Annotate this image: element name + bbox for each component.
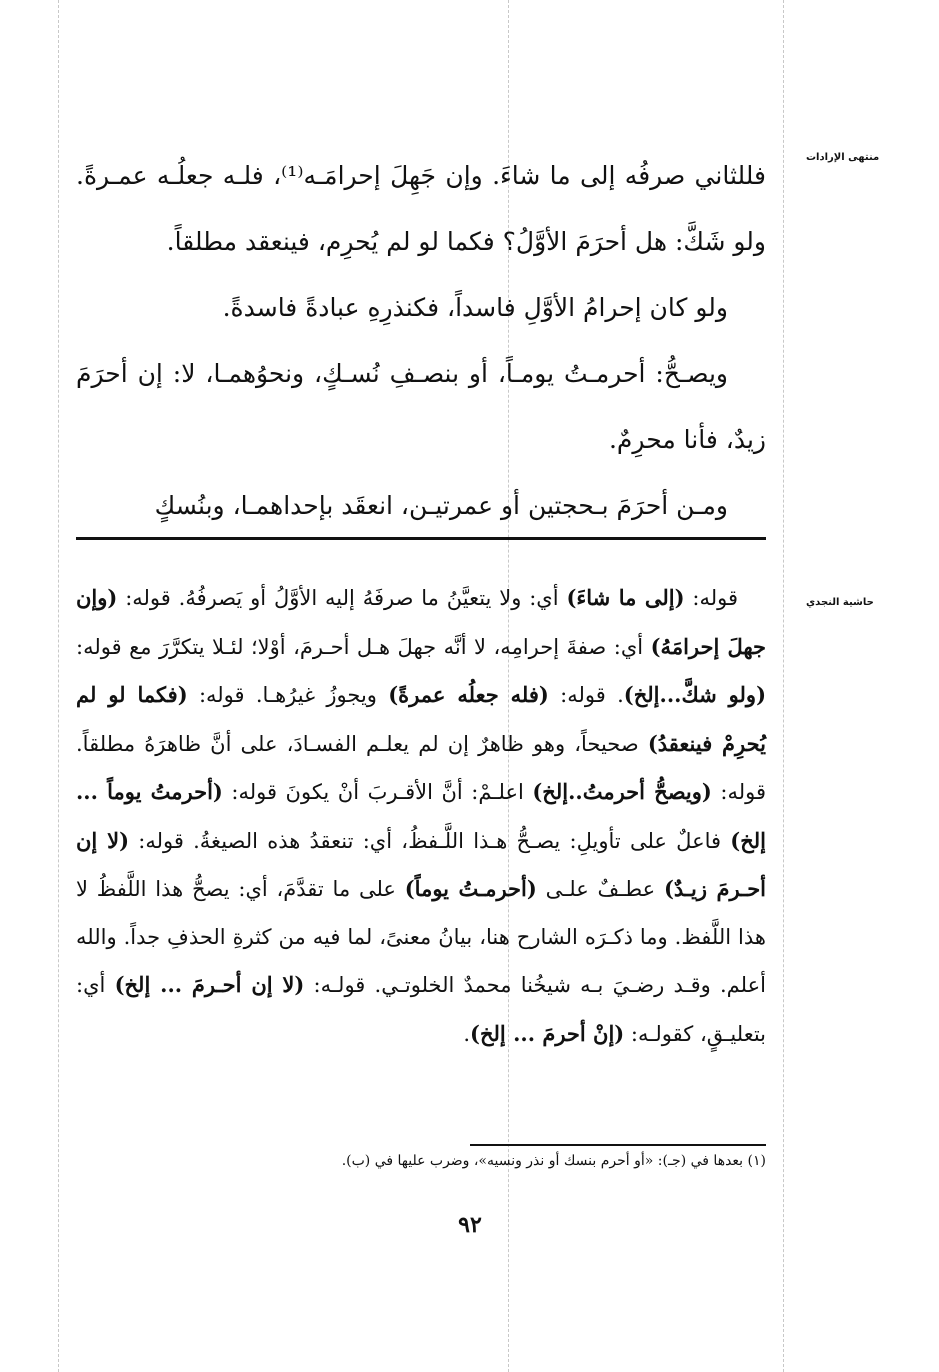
commentary-text: اعلـمْ: أنَّ الأقـربَ أنْ يكونَ قوله:: [222, 780, 533, 804]
commentary-text: على ما تقدَّمَ، أي: يصحُّ هذا اللَّفظُ لا هذا اللَّفظ. وما ذكـرَه الشارح هنا، بيانُ معنىً، لما فيه من كثرةِ الحذفِ جداً. والله أعلم. وقـد رضـيَ بـه شيخُنا محمدٌ الخلوتـي. قولـه:: [76, 877, 766, 997]
footnote-separator-rule: [470, 1144, 766, 1146]
scan-guide-line: [783, 0, 784, 1372]
hashiya-commentary: [76, 574, 766, 1058]
main-paragraph: ومـن أحرَمَ بـحجتين أو عمرتيـن، انعقَد بإحداهمـا، وبنُسكٍ: [154, 491, 728, 520]
quoted-phrase: (فكما لو لم يُحرِمْ فينعقدُ): [76, 682, 766, 756]
main-text: [76, 143, 766, 539]
quoted-phrase: (ولو شكَّ...إلخ): [623, 682, 767, 707]
page-number: ٩٢: [458, 1212, 482, 1238]
commentary-text: عطـفٌ علـى: [536, 877, 664, 901]
quoted-phrase: (أحرمتُ يوماً ... إلخ): [76, 779, 767, 853]
commentary-text: فاعلٌ على تأويلِ: يصـحُّ هـذا اللَّـفظُ، أي: تنعقدُ هذه الصيغةُ. قوله:: [129, 828, 731, 853]
side-label-main-title: منتهى الإرادات: [806, 152, 880, 163]
main-paragraph: ويصـحُّ: أحرمـتُ يومـاً، أو بنصـفِ نُسـكٍ، ونحوُهمـا، لا: إن أحرَمَ زيدٌ، فأنا محرِمٌ.: [76, 359, 766, 454]
footnote: (١) بعدها في (جـ): «أو أحرم بنسك أو نذر ونسيه»، وضرب عليها في (ب).: [341, 1153, 766, 1169]
main-paragraph: فللثاني صرفُه إلى ما شاءَ. وإن جَهِلَ إحرامَـه⁽¹⁾، فلـه جعلُـه عمـرةً. ولو شَكَّ: هل أحرَمَ الأوَّلُ؟ فكما لو لم يُحرِم، فينعقد مطلقاً.: [76, 161, 766, 256]
quoted-phrase: (لا إن أحـرمَ زيـدٌ): [76, 827, 767, 901]
main-paragraph: ولو كان إحرامُ الأوَّلِ فاسداً، فكنذرِهِ عبادةً فاسدةً.: [222, 293, 728, 322]
main-separator-rule: [76, 537, 766, 540]
commentary-text: . قوله:: [548, 683, 624, 707]
scan-guide-line: [58, 0, 59, 1372]
commentary-text: .: [463, 1021, 471, 1046]
commentary-text: قوله:: [684, 586, 739, 610]
commentary-text: أي: صفةَ إحرامِه، لا أنَّه جهلَ هـل أحـرمَ، أوْلا؛ لئـلا يتكرَّرَ مع قوله:: [76, 634, 651, 659]
quoted-phrase: (إنْ أحرمَ ... إلخ): [470, 1020, 625, 1046]
quoted-phrase: (لا إن أحـرمَ ... إلخ): [114, 972, 305, 997]
side-label-hashiya-title: حاشية النجدي: [806, 597, 874, 608]
quoted-phrase: (ويصحُّ أحرمتُ..إلخ): [532, 779, 712, 804]
commentary-text: ويجوزُ غيرُهـا. قوله:: [187, 683, 389, 707]
quoted-phrase: (وإن جهلَ إحرامَهُ): [76, 585, 767, 659]
commentary-text: صحيحاً، وهو ظاهرٌ إن لم يعلـم الفسـادَ، على أنَّ ظاهرَهُ مطلقاً. قوله:: [76, 731, 767, 804]
quoted-phrase: (إلى ما شاءَ): [566, 585, 685, 610]
quoted-phrase: (أحرمـتُ يوماً): [404, 876, 537, 901]
quoted-phrase: (فله جعلُه عمرةً): [388, 682, 549, 707]
commentary-text: أي: ولا يتعيَّنُ ما صرفَهُ إليه الأوَّلُ أو يَصرفُهُ. قوله:: [117, 586, 567, 610]
commentary-text: أي: بتعليـقٍ، كقولـه:: [76, 973, 766, 1046]
